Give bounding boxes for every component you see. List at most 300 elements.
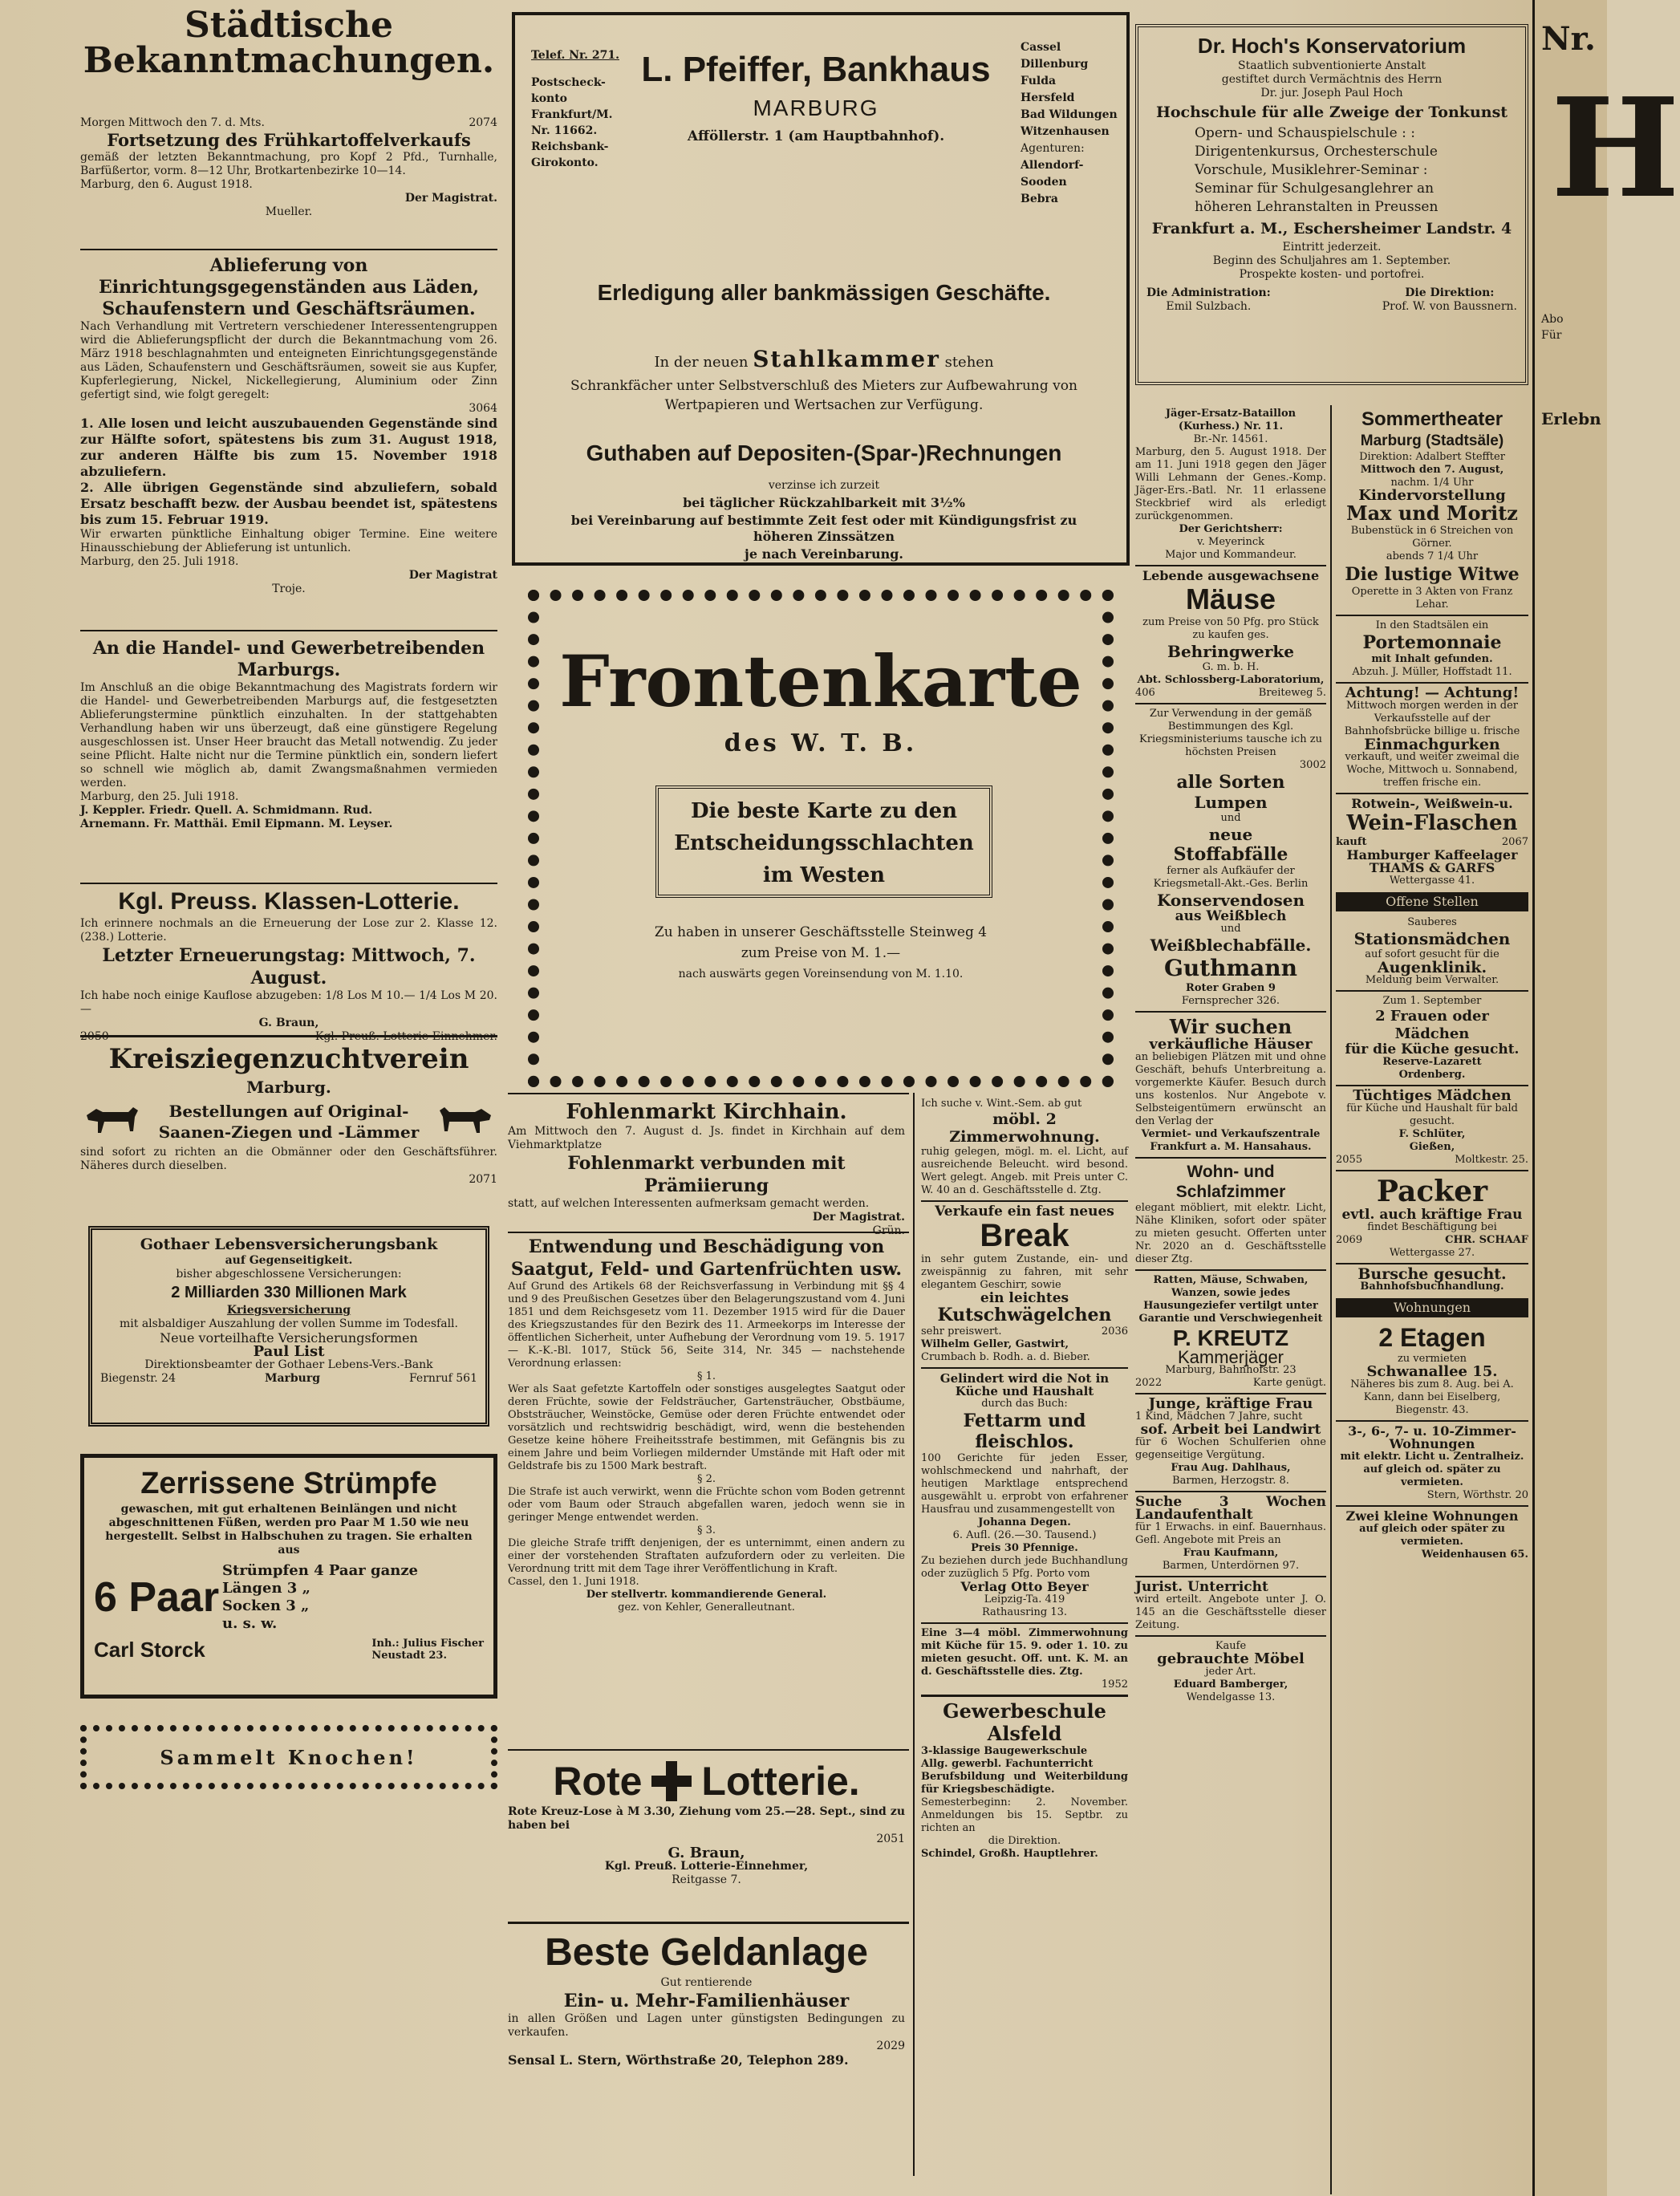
ad-sub: Dr. jur. Joseph Paul Hoch [1260,87,1403,99]
front-box [655,785,992,898]
ad-line: höheren Lehranstalten in Preussen [1195,199,1439,215]
ad-gothaer [88,1226,489,1427]
bank-branches [1021,39,1125,208]
ad-klassenlotterie [80,887,497,1044]
ad-big: Stoffabfälle [1173,844,1288,865]
bank-line: je nach Vereinbarung. [745,546,903,562]
ad-title: Jäger-Ersatz-Bataillon [1165,408,1297,420]
ad-line: mit Inhalt gefunden. [1371,653,1493,665]
ad-line: 3-klassige Baugewerkschule [921,1745,1088,1757]
ad-body: ferner als Aufkäufer der Kriegsmetall-Akt.-Ges. Berlin [1153,865,1309,890]
announcement-saatgut [508,1236,905,1614]
ad-line: Saanen-Ziegen und -Lämmer [158,1122,420,1142]
ad-line: Bestellungen auf Original- [168,1102,409,1121]
bank-line: Schrankfächer unter Selbstverschluß des Mieters zur Aufbewahrung von Wertpapieren und Wertsachen zur Verfügung. [570,378,1077,413]
ad-body: Rote Kreuz-Lose à M 3.30, Ziehung vom 25.—28. Sept., sind zu haben bei [508,1805,905,1832]
ad-line: und [1220,812,1241,824]
ad-sign: Der stellvertr. kommandierende General. [586,1589,827,1601]
divider [80,1035,497,1037]
ad-body: Ratten, Mäuse, Schwaben, Wanzen, sowie jedes Hausungeziefer vertilgt unter Garantie und Verschwiegenheit [1138,1274,1323,1325]
ad-buch [921,1372,1128,1619]
ad-label: Die Direktion: [1405,286,1495,299]
ad-name: Bahnhofsbuchhandlung. [1360,1281,1504,1293]
ad-name: Paul List [253,1343,325,1360]
ad-body: 1 Kind, Mädchen 7 Jahre, sucht [1135,1411,1303,1423]
divider [1336,793,1528,794]
ad-role: Direktionsbeamter der Gothaer Lebens-Vers.-Bank [144,1358,433,1371]
ad-body: Die gleiche Strafe trifft denjenigen, der es unternimmt, einen andern zu einer der vorstehenden Straftaten aufzufordern oder zu verleiten. Die Verordnung tritt mit dem Tage ihrer Veröffentlichung in Kraft. [508,1537,905,1575]
ad-label: Die Administration: [1146,286,1271,299]
ad-line: die Direktion. [988,1835,1061,1847]
ad-sommertheater [1336,408,1528,611]
ad-name: Emil Sulzbach. [1166,300,1252,313]
ad-sub: gestiftet durch Vermächtnis des Herrn [1221,73,1443,86]
ad-title: Bursche gesucht. [1357,1265,1507,1283]
ad-title: Gewerbeschule Alsfeld [943,1699,1106,1745]
ad-ziegenzucht [80,1041,497,1187]
divider [1336,1085,1528,1086]
bank-line: Erledigung aller bankmässigen Geschäfte. [597,280,1051,305]
ad-line: Socken 3 „ [222,1597,310,1614]
ad-number: 406 [1135,687,1155,699]
ad-title: gebrauchte Möbel [1157,1650,1305,1667]
ad-text: mit alsbaldiger Auszahlung der vollen Summe im Todesfall. [119,1317,458,1330]
ad-item-1: 1. Alle losen und leicht auszubauenden Gegenstände sind zur Hälfte sofort, spätestens bis zum 31. August 1918, zur anderen Hälfte bis zum 15. November 1918 abzuliefern. [80,416,497,479]
ad-addr: Stern, Wörthstr. 20 [1426,1489,1528,1501]
ad-body: zum Preise von 50 Pfg. pro Stück zu kaufen ges. [1142,616,1319,641]
divider [80,883,497,884]
branch-item: Bad Wildungen [1021,108,1118,121]
divider [1135,1011,1326,1013]
ad-maeuse [1135,570,1326,700]
ad-item-2: 2. Alle übrigen Gegenstände sind abzuliefern, sobald Ersatz beschafft bezw. der Ausbau beendet ist, spätestens bis zum 15. Februar 1919. [80,480,497,527]
ad-para: § 3. [696,1524,716,1536]
ad-addr: Reitgasse 7. [672,1873,741,1886]
ad-title: Jurist. Unterricht [1135,1579,1268,1595]
ad-jaeger [1135,408,1326,562]
branch-item: Bebra [1021,193,1058,205]
divider [921,1622,1128,1624]
ad-title: Wohn- und [1187,1163,1275,1181]
ad-body: Eine 3—4 möbl. Zimmerwohnung mit Küche für 15. 9. oder 1. 10. zu mieten gesucht. Off. unt. K. M. an d. Geschäftsstelle dies. Ztg. [921,1627,1128,1678]
bank-line: stehen [944,354,994,371]
ad-body: auf gleich oder später zu vermieten. [1359,1523,1505,1548]
front-avail: zum Preise von M. 1.— [741,945,901,961]
ad-name: THAMS & GARFS [1369,860,1495,875]
ad-addr: Wendelgasse 13. [1186,1691,1276,1703]
bank-address: Afföllerstr. 1 (am Hauptbahnhof). [687,128,945,144]
ad-zimmer [921,1627,1128,1691]
ad-kriegs: Kriegsversicherung [226,1304,351,1317]
divider [1135,1576,1326,1577]
ad-body: Die Strafe ist auch verwirkt, wenn die Früchte schon vom Boden getrennt oder vom Baum oder Strauch abgefallen waren, jedoch wenn sie in geringer Menge entwendet werden. [508,1486,905,1524]
branch-item: Sooden [1021,176,1067,189]
divider [1336,990,1528,992]
ad-addr: Sensal L. Stern, Wörthstraße 20, Telephon 289. [508,2052,849,2068]
bank-line: bei Vereinbarung auf bestimmte Zeit fest oder mit Kündigungsfrist zu höheren Zinssätzen [570,513,1077,544]
ad-role: Kgl. Preuß. Lotterie-Einnehmer, [604,1860,809,1873]
divider [1135,1491,1326,1492]
ad-intro: Morgen Mittwoch den 7. d. Mts. [80,116,265,129]
ad-sign: Der Magistrat. [812,1211,905,1224]
ad-line: Letzter Erneuerungstag: Mittwoch, 7. August. [102,945,476,988]
ad-addr: Roter Graben 9 [1186,982,1276,994]
ad-number: 3002 [1299,759,1326,771]
ad-name: Prof. W. von Baussnern. [1382,300,1517,313]
bank-line: In der neuen [654,354,749,371]
ad-fohlenmarkt [508,1099,905,1238]
divider [921,1367,1128,1369]
ad-line: sehr preiswert. [921,1325,1002,1337]
ad-big: Weißblechabfälle. [1150,936,1312,955]
ad-sign: Der Gerichtsherr: [1179,523,1283,535]
goat-icon [433,1098,497,1146]
cut-text: H [1551,68,1680,229]
ad-title: Kgl. Preuss. Klassen-Lotterie. [118,888,460,915]
ad-frauen [1336,995,1528,1082]
bank-line: bei täglicher Rückzahlbarkeit mit 3½% [683,495,965,510]
ad-name: Vermiet- und Verkaufszentrale [1141,1128,1321,1140]
ad-title: Zerrissene Strümpfe [140,1467,437,1500]
ad-signer: Troje. [272,582,306,595]
ad-title: verkäufliche Häuser [1149,1036,1313,1053]
ad-title: Rotwein-, Weißwein-u. [1351,796,1513,811]
ad-big: Ein- u. Mehr-Familienhäuser [563,1991,850,2011]
ad-achtung [1336,684,1528,790]
ad-para: § 2. [696,1473,716,1485]
cut-text: Erlebn [1541,409,1601,428]
ad-name: P. KREUTZ [1172,1325,1289,1350]
ad-name: Wilhelm Geller, Gastwirt, [921,1338,1069,1350]
ad-addr: Barmen, Unterdörnen 97. [1162,1560,1300,1572]
ad-big: Einmachgurken [1364,736,1500,753]
bank-post: konto [531,92,568,105]
bank-post: Postscheck- [531,76,606,89]
ad-wohnung [921,1098,1128,1197]
ad-body: Marburg, den 5. August 1918. Der am 11. Juni 1918 gegen den Jäger Willi Lehmann der Genes.-Komp. Jäger-Ers.-Batl. Nr. 11 erlassene Steckbrief wird als erledigt zurückgenommen. [1135,446,1326,522]
front-title: Frontenkarte [559,639,1082,723]
ad-body: Semesterbeginn: 2. November. Anmeldungen bis 15. Septbr. zu richten an [921,1796,1128,1834]
ad-body: mit elektr. Licht u. Zentralheiz. auf gleich od. später zu vermieten. [1340,1451,1524,1488]
ad-line: Allg. gewerbl. Fachunterricht [921,1758,1094,1770]
ad-sub: Marburg (Stadtsäle) [1360,432,1504,449]
ad-time: nachm. 1/4 Uhr [1390,477,1474,489]
ad-line: Strümpfen 4 Paar ganze [222,1562,418,1579]
ad-date: Cassel, den 1. Juni 1918. [508,1576,639,1588]
divider [1135,1157,1326,1159]
ad-line: Berufsbildung und Weiterbildung für Kriegsbeschädigte. [921,1771,1128,1796]
ad-name: Johanna Degen. [978,1516,1071,1528]
ad-body: findet Beschäftigung bei [1367,1221,1497,1233]
ad-body: für Küche und Haushalt für bald gesucht. [1346,1102,1518,1127]
ad-title: Gothaer Lebensversicherungsbank [140,1236,438,1253]
ad-body: Ich erinnere nochmals an die Erneuerung der Lose zur 2. Klasse 12. (238.) Lotterie. [80,917,497,944]
ad-number: 2022 [1135,1377,1163,1389]
ad-gewerbeschule [921,1700,1128,1861]
front-avail: nach auswärts gegen Voreinsendung von M. 1.10. [678,968,964,980]
ad-unterricht [1135,1581,1326,1632]
ad-line: Direktion: Adalbert Steffter [1359,451,1505,463]
ad-bankhaus [512,12,1130,566]
ad-body: Nach Verhandlung mit Vertretern verschiedener Interessentengruppen wird die Ablieferungspflicht der durch die Bekanntmachung vom 26. März 1918 beschlagnahmten und enteigneten Einrichtungsgegenstände aus Läden, Schaufenstern und Geschäftsräumen, soweit sie aus Kupfer, Kupferlegierung, Nickel, Nickellegierung, Aluminium oder Zinn gefertigt sind, wie folgt geregelt: [80,320,497,401]
branch-item: Cassel [1021,41,1061,54]
ad-role: Kgl. Preuß. Lotterie-Einnehmer. [314,1030,497,1043]
ad-line: Sauberes [1407,916,1457,928]
divider [1336,615,1528,616]
ad-date: Mittwoch den 7. August, [1360,464,1504,476]
ad-line: für die Küche gesucht. [1345,1041,1520,1057]
ad-beste-geldanlage [508,1930,905,2067]
ad-wohn-schlafzimmer [1135,1162,1326,1266]
ad-addr: Marburg, Bahnhofstr. 23 [1165,1364,1297,1376]
bank-stahlkammer: Stahlkammer [753,346,940,372]
ad-big: sof. Arbeit bei Landwirt [1140,1422,1321,1438]
ad-addr: Breiteweg 5. [1258,687,1326,699]
ad-big: Kutschwägelchen [937,1305,1112,1325]
divider [80,630,497,631]
ad-number: 2067 [1501,836,1528,848]
bank-tel: Telef. Nr. 271. [531,49,619,62]
ad-bursche [1336,1265,1528,1293]
ad-break [921,1205,1128,1364]
ad-number: 2055 [1336,1154,1363,1166]
bank-city: MARBURG [753,95,879,120]
ad-sign: Der Magistrat. [404,192,497,205]
ad-name: Guthmann [1163,955,1298,981]
front-box-line: im Westen [762,863,886,887]
ad-struempfe [80,1454,497,1699]
bank-post: Girokonto. [531,156,599,169]
ad-title: Entwendung und Beschädigung von Saatgut, Feld- und Gartenfrüchten usw. [510,1236,903,1280]
ad-sorten [1135,708,1326,1008]
ad-title: 3-, 6-, 7- u. 10-Zimmer-Wohnungen [1348,1423,1516,1451]
ad-date: Marburg, den 25. Juli 1918. [80,555,239,568]
divider [1336,1263,1528,1264]
ad-big: Hochschule für alle Zweige der Tonkunst [1155,104,1508,121]
ad-addr: Abzuh. J. Müller, Hoffstadt 11. [1352,666,1512,678]
branch-item: Witzenhausen [1021,125,1110,138]
ad-big: 2 Frauen oder Mädchen [1375,1008,1489,1042]
ad-big: Lumpen [1194,793,1268,812]
ad-body: Mittwoch morgen werden in der Verkaufsstelle auf der Bahnhofsbrücke billige u. frische [1344,700,1520,737]
ad-line: Eintritt jederzeit. [1282,241,1382,254]
ad-body: Am Mittwoch den 7. August d. Js. findet in Kirchhain auf dem Viehmarktplatze [508,1125,905,1151]
ad-number: 2050 [80,1030,109,1043]
ad-line: G. m. b. H. [1202,661,1260,673]
ad-owner: Inh.: Julius Fischer [371,1638,484,1650]
ad-price: Preis 30 Pfennige. [971,1542,1078,1554]
ad-junge-frau [1135,1395,1326,1488]
announcement-ablieferung [80,255,497,596]
ad-line: Abt. Schlossberg-Laboratorium, [1137,674,1325,686]
ad-line: Bubenstück in 6 Streichen von Görner. [1350,525,1514,550]
ad-addr: Ordenberg. [1398,1069,1466,1081]
ad-time: abends 7 1/4 Uhr [1386,550,1479,562]
small-ads [921,1098,1128,1861]
divider [1135,1269,1326,1271]
ad-prices: Ich habe noch einige Kauflose abzugeben: 1/8 Los M 10.— 1/4 Los M 20.— [80,989,497,1016]
ad-body: Im Anschluß an die obige Bekanntmachung des Magistrats fordern wir die Handel- und Gewerbetreibenden Marburgs auf, die festgesetzten Ablieferungstermine pünktlich einzuhalten. In der stattgehabten Verhandlung haben wir uns überzeugt, daß eine günstigere Regelung ausgeschlossen ist. Unser Heer braucht das Metall notwendig. Zu jeder seine Pflicht. Halte nicht nur die Termine pünktlich ein, sondern liefert so schnell wie möglich ab, damit Zwangsmaßnahmen vermieden werden. [80,681,497,790]
front-box-line: Entscheidungsschlachten [674,831,974,855]
ad-title: Suche 3 Wochen Landaufenthalt [1135,1494,1326,1523]
ad-title: Sommertheater [1361,408,1503,430]
ad-portemonnaie [1336,619,1528,679]
ad-para: § 1. [696,1370,716,1382]
ad-title: Ablieferung von Einrichtungsgegenständen aus Läden, Schaufenstern und Geschäftsräumen. [98,255,480,319]
ad-title: Schlafzimmer [1175,1183,1286,1201]
branch-item: Dillenburg [1021,58,1089,71]
ad-body: ruhig gelegen, mögl. m. el. Licht, auf ausreichende Beleucht. wird besond. Wert gelegt. Angeb. mit Preis unter C. W. 40 an d. Geschäftsstelle d. Ztg. [921,1146,1128,1196]
ad-name: Frau Kaufmann, [1183,1547,1279,1559]
ad-addr: Wettergasse 41. [1389,875,1475,887]
front-avail: Zu haben in unserer Geschäftsstelle Steinweg 4 [654,924,988,940]
ad-moebel [1135,1640,1326,1704]
divider [1135,1635,1326,1637]
ad-big: Fohlenmarkt verbunden mit Prämiierung [567,1153,846,1196]
ad-body: in allen Größen und Lagen unter günstigsten Bedingungen zu verkaufen. [508,2012,905,2039]
ad-number: 3064 [469,402,497,415]
ad-name: Frau Aug. Dahlhaus, [1171,1462,1291,1474]
ad-body: Gut rentierende [660,1976,753,1989]
divider [921,1695,1128,1697]
ad-date: Marburg, den 25. Juli 1918. [80,790,239,803]
ad-body: in sehr gutem Zustande, ein- und zweispännig zu fahren, mit sehr elegantem Geschirr, sowie [921,1253,1128,1291]
divider [1135,703,1326,704]
ad-city: Marburg. [246,1078,331,1097]
ad-big: Mäuse [1185,582,1276,615]
ad-line: Beginn des Schuljahres am 1. September. [1212,254,1451,267]
section-header-stellen: Offene Stellen [1336,892,1528,911]
ad-signer: gez. von Kehler, Generalleutnant. [618,1601,795,1614]
ad-big: Konservendosen [1156,891,1305,910]
divider [508,1232,909,1233]
bank-name: L. Pfeiffer, Bankhaus [641,50,991,89]
ad-body: statt, auf welchen Interessenten aufmerksam gemacht werden. [508,1197,870,1210]
ad-body: gemäß der letzten Bekanntmachung, pro Kopf 2 Pfd., Turnhalle, Barfüßertor, vorm. 8—12 Uhr, Brotkartenbezirke 10—14. [80,151,497,177]
ad-name: F. Schlüter, [1398,1128,1466,1140]
ad-date: Marburg, den 6. August 1918. [80,178,253,191]
ad-line: Zum 1. September [1382,995,1482,1007]
divider [1336,1420,1528,1422]
ad-title: Sammelt Knochen! [160,1745,418,1769]
ad-title: Kreisziegenzuchtverein [108,1043,469,1075]
divider [80,249,497,250]
ad-name: Schindel, Großh. Hauptlehrer. [921,1848,1098,1860]
ad-addr: Wettergasse 27. [1389,1247,1475,1259]
ad-body: wird erteilt. Angebote unter J. O. 145 an die Geschäftsstelle dieser Zeitung. [1135,1593,1326,1631]
ad-number: 2074 [469,116,497,129]
ad-packer [1336,1175,1528,1260]
ad-city: Gießen, [1409,1141,1455,1153]
ad-amount: 2 Milliarden 330 Millionen Mark [171,1284,407,1301]
ad-number: 2029 [876,2040,905,2052]
divider [1135,565,1326,566]
ad-line: In den Stadtsälen ein [1375,619,1489,631]
ad-big: Die lustige Witwe [1345,564,1520,585]
ad-name: Carl Storck [94,1637,205,1662]
ad-line: Opern- und Schauspielschule : : [1195,125,1415,141]
col3-small-ads [1135,408,1326,1704]
ad-tel: Fernruf 561 [408,1372,477,1385]
ad-number: 2071 [469,1173,497,1186]
announcement-kartoffel [80,116,497,219]
ad-title: Beste Geldanlage [545,1931,868,1974]
ad-zimmer-wohnungen [1336,1425,1528,1502]
ad-line: u. s. w. [222,1615,278,1632]
ad-signer: Mueller. [265,205,313,218]
ad-addr: Frankfurt a. M., Eschersheimer Landstr. 4 [1151,220,1512,237]
ad-title: evtl. auch kräftige Frau [1341,1207,1523,1223]
ad-rote-kreuz-lotterie [508,1757,905,1887]
ad-number: 1952 [1101,1678,1128,1691]
ad-name: Reserve-Lazarett [1382,1056,1482,1068]
ad-number: 2036 [1101,1325,1128,1337]
ad-line: Karte genügt. [1252,1377,1326,1389]
ad-big: Fettarm und fleischlos. [963,1411,1086,1452]
ad-title: Junge, kräftige Frau [1148,1395,1313,1412]
bank-line: verzinse ich zurzeit [768,479,880,492]
ad-big: alle Sorten [1176,772,1285,793]
ad-addr: Leipzig-Ta. 419 [984,1593,1065,1605]
ad-body: an beliebigen Plätzen mit und ohne Geschäft, behufs Unterbreitung a. vorgemerkte Käufer. Besuch durch uns kostenlos. Nur Angebote v. Selbsteigentümern erwünscht an den Verlag der [1135,1051,1326,1127]
ad-title: möbl. 2 Zimmerwohnung. [949,1110,1100,1146]
column-divider [913,1093,915,2176]
ad-big: Max und Moritz [1346,501,1518,525]
ad-line: Kindervorstellung [1358,487,1506,504]
ad-line: Dirigentenkursus, Orchesterschule [1195,144,1438,160]
cut-text: Nr. [1541,20,1596,58]
ad-line: auf sofort gesucht für die [1365,948,1499,960]
ad-body: gewaschen, mit gut erhaltenen Beinlängen und nicht abgeschnittenen Füßen, werden pro Paar M 1.50 wie neu hergestellt. Selbst in Halbschuhen zu tragen. Sie erhalten aus [105,1503,473,1557]
ad-addr: Weidenhausen 65. [1421,1549,1528,1561]
ad-title: Gelindert wird die Not in Küche und Haushalt [939,1371,1110,1398]
ad-note: Wir erwarten pünktliche Einhaltung obiger Termine. Eine weitere Hinausschiebung der Ablieferung ist untunlich. [80,528,497,554]
ad-signer: Grün. [872,1224,905,1237]
ad-line: Vorschule, Musiklehrer-Seminar : [1195,162,1428,178]
ad-line: Prospekte kosten- und portofrei. [1239,268,1425,281]
section-header: Städtische Bekanntmachungen. [83,5,495,81]
ad-title: An die Handel- und Gewerbetreibenden Marburgs. [92,638,485,680]
ad-line: jeder Art. [1205,1666,1256,1678]
ad-line: Kaufe [1215,1640,1247,1652]
ad-addr: Rathausring 13. [981,1606,1068,1618]
divider [508,1093,909,1094]
ad-name: Behringwerke [1167,642,1294,661]
ad-body: Zu beziehen durch jede Buchhandlung oder zuzüglich 5 Pfg. Porto vom [921,1555,1128,1580]
announcement-handel [80,638,497,831]
divider [1135,1393,1326,1394]
ad-body: Zur Verwendung in der gemäß Bestimmungen des Kgl. Kriegsministeriums tausche ich zu höchsten Preisen [1139,708,1322,758]
ad-line: aus Weißblech [1175,908,1287,924]
ad-big: 6 Paar [94,1574,220,1621]
ad-body: Näheres bis zum 8. Aug. bei A. Kann, dann bei Eiselberg, Biegenstr. 43. [1350,1378,1514,1416]
ad-title: Fohlenmarkt Kirchhain. [566,1100,847,1124]
branch-heading: Agenturen: [1021,142,1085,155]
ad-big: Packer [1376,1175,1488,1208]
ad-title: Lotterie. [701,1759,860,1804]
ad-title: Zwei kleine Wohnungen [1345,1508,1519,1524]
goat-icon [80,1098,144,1146]
ad-sign: Der Magistrat [408,569,497,582]
divider [921,1200,1128,1202]
bank-post: Frankfurt/M. [531,108,613,121]
front-sub: des W. T. B. [724,729,918,757]
ad-body: für 1 Erwachs. in einf. Bauernhaus. Gefl. Angebote mit Preis an [1135,1521,1326,1546]
ad-body: elegant möbliert, mit elektr. Licht, Nähe Kliniken, sofort oder später zu mieten gesucht. Offerten unter Nr. 2020 an d. Geschäftsstelle dieser Ztg. [1135,1202,1326,1265]
ad-number: 2069 [1336,1234,1363,1246]
divider [1336,682,1528,684]
ad-line: zu vermieten [1397,1353,1467,1365]
